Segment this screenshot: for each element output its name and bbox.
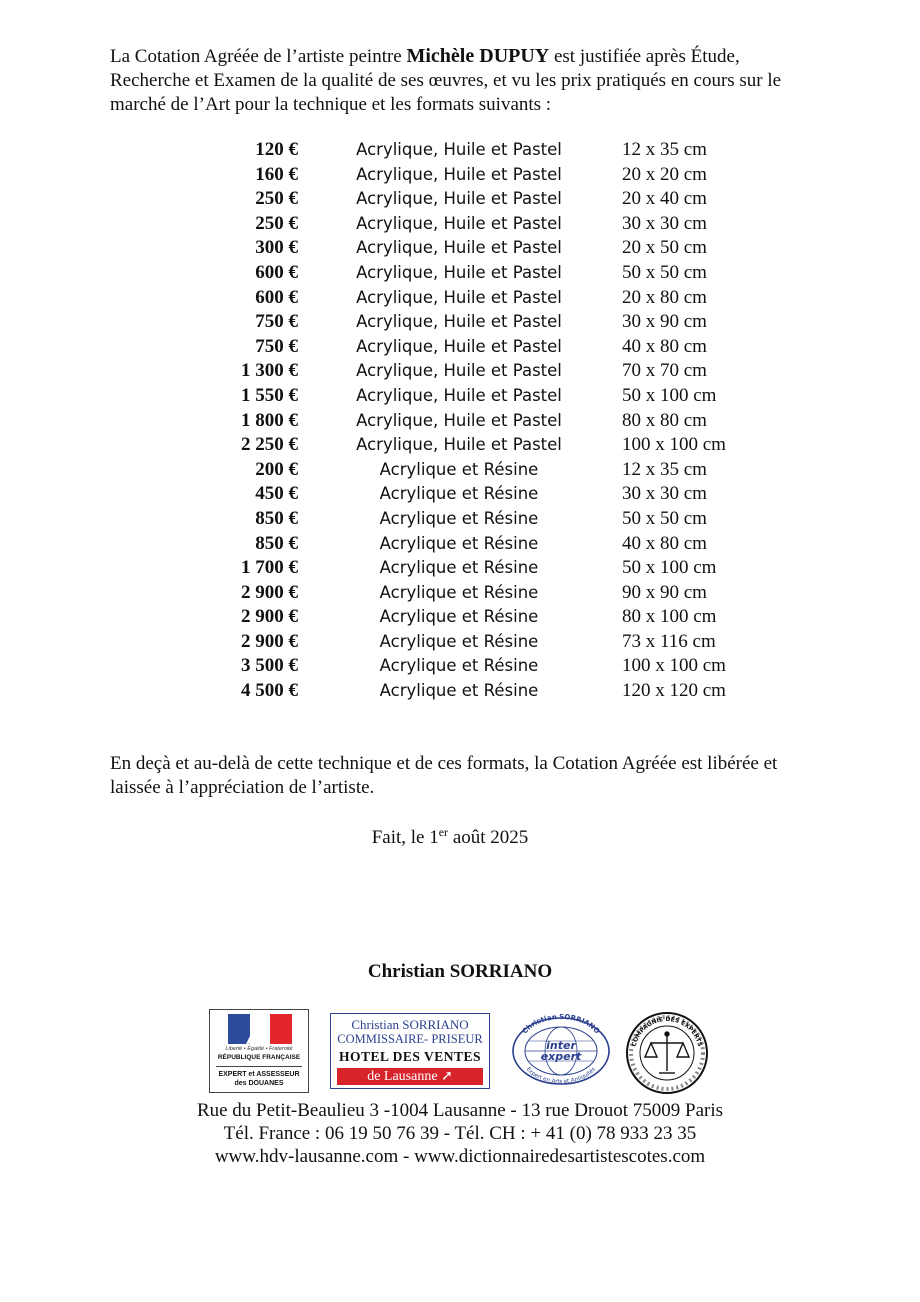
price-value: 160 € <box>255 163 298 185</box>
price-value: 120 € <box>255 139 298 160</box>
price-row <box>200 433 760 458</box>
republique-francaise-logo <box>209 1009 309 1093</box>
price-row <box>200 482 760 507</box>
price-value: 2 900 € <box>241 630 298 652</box>
size-label: 12 x 35 cm <box>622 458 707 480</box>
price-row <box>200 236 760 261</box>
technique-label: Acrylique, Huile et Pastel <box>356 410 562 430</box>
price-value: 250 € <box>255 212 298 234</box>
technique-label: Acrylique, Huile et Pastel <box>356 287 562 307</box>
price-value: 2 900 € <box>241 606 298 628</box>
technique-label: Acrylique et Résine <box>379 631 539 651</box>
hdv-title: COMMISSAIRE- PRISEUR <box>337 1032 483 1046</box>
price-row <box>200 310 760 335</box>
price-row <box>200 409 760 434</box>
date-line <box>0 820 900 850</box>
price-value: 300 € <box>255 237 298 259</box>
size-label: 20 x 40 cm <box>622 188 707 210</box>
price-list <box>200 138 760 704</box>
inter-mid1: inter <box>546 1039 576 1052</box>
price-row <box>200 335 760 360</box>
rf-name: RÉPUBLIQUE FRANÇAISE <box>217 1054 301 1061</box>
price-value: 4 500 € <box>241 680 298 702</box>
hotel-des-ventes-logo <box>330 1013 490 1089</box>
address-line: Rue du Petit-Beaulieu 3 -1004 Lausanne - 13 rue Drouot 75009 Paris <box>196 1100 724 1121</box>
price-row <box>200 605 760 630</box>
date-superscript: er <box>438 825 449 839</box>
technique-label: Acrylique, Huile et Pastel <box>356 385 562 405</box>
artist-name: Michèle DUPUY <box>406 45 550 67</box>
size-label: 30 x 30 cm <box>622 212 707 234</box>
size-label: 20 x 80 cm <box>622 286 707 308</box>
size-label: 70 x 70 cm <box>622 360 707 382</box>
marianne-flag-icon <box>220 1014 300 1044</box>
date-prefix: Fait, le 1 <box>371 827 439 848</box>
price-value: 600 € <box>255 261 298 283</box>
inter-bottom-text: Expert en Arts et Antiquités <box>524 1066 598 1086</box>
technique-label: Acrylique et Résine <box>379 656 539 676</box>
price-value: 750 € <box>255 311 298 333</box>
inter-mid2: expert <box>540 1050 582 1063</box>
rf-expert-text <box>210 1070 308 1088</box>
hdv-name: Christian SORRIANO <box>351 1017 469 1032</box>
technique-label: Acrylique, Huile et Pastel <box>356 435 562 455</box>
price-value: 200 € <box>255 458 298 480</box>
signer-name: Christian SORRIANO <box>367 961 553 982</box>
size-label: 20 x 50 cm <box>622 237 707 259</box>
size-label: 50 x 50 cm <box>622 261 707 283</box>
size-label: 73 x 116 cm <box>622 630 716 652</box>
price-row <box>200 212 760 237</box>
price-value: 750 € <box>255 335 298 357</box>
size-label: 40 x 80 cm <box>622 335 707 357</box>
technique-label: Acrylique et Résine <box>379 508 539 528</box>
size-label: 80 x 80 cm <box>622 409 707 431</box>
inter-top-text: Christian SORRIANO <box>520 1013 602 1036</box>
price-value: 850 € <box>255 507 298 529</box>
date-suffix: août 2025 <box>448 827 529 848</box>
price-row <box>200 163 760 188</box>
size-label: 12 x 35 cm <box>622 139 707 160</box>
rf-motto: Liberté • Égalité • Fraternité <box>225 1046 293 1052</box>
size-label: 100 x 100 cm <box>622 434 726 456</box>
website-line: www.hdv-lausanne.com - www.dictionnairedesartistescotes.com <box>214 1146 706 1167</box>
lausanne-arrow-icon: ➚ <box>441 1069 453 1084</box>
hdv-lausanne <box>337 1068 483 1085</box>
price-row <box>200 187 760 212</box>
price-row <box>200 458 760 483</box>
technique-label: Acrylique et Résine <box>379 607 539 627</box>
price-row <box>200 581 760 606</box>
price-row <box>200 384 760 409</box>
technique-label: Acrylique et Résine <box>379 681 539 701</box>
size-label: 50 x 100 cm <box>622 557 717 579</box>
size-label: 30 x 30 cm <box>622 483 707 505</box>
hdv-lausanne-text: de Lausanne <box>367 1069 438 1084</box>
size-label: 90 x 90 cm <box>622 581 707 603</box>
price-value: 450 € <box>255 483 298 505</box>
technique-label: Acrylique, Huile et Pastel <box>356 140 562 159</box>
rf-expert-line: EXPERT et ASSESSEUR <box>218 1071 300 1078</box>
technique-label: Acrylique et Résine <box>379 484 539 504</box>
size-label: 20 x 20 cm <box>622 163 707 185</box>
price-value: 1 300 € <box>241 360 298 382</box>
size-label: 100 x 100 cm <box>622 655 726 677</box>
size-label: 30 x 90 cm <box>622 311 707 333</box>
technique-label: Acrylique, Huile et Pastel <box>356 336 562 356</box>
price-row <box>200 138 760 163</box>
intro-before: La Cotation Agréée de l’artiste peintre <box>110 46 407 67</box>
size-label: 40 x 80 cm <box>622 532 707 554</box>
technique-label: Acrylique, Huile et Pastel <box>356 164 562 184</box>
technique-label: Acrylique, Huile et Pastel <box>356 189 562 209</box>
outro-paragraph: En deçà et au-delà de cette technique et de ces formats, la Cotation Agréée est libérée et laissée à l’appréciation de l’artiste. <box>110 753 778 798</box>
price-row <box>200 556 760 581</box>
inter-expert-logo <box>509 1013 613 1087</box>
price-row <box>200 630 760 655</box>
technique-label: Acrylique et Résine <box>379 533 539 553</box>
technique-label: Acrylique et Résine <box>379 582 539 602</box>
price-row <box>200 261 760 286</box>
price-value: 1 800 € <box>241 409 298 431</box>
price-row <box>200 507 760 532</box>
size-label: 80 x 100 cm <box>622 606 717 628</box>
intro-paragraph <box>110 44 815 117</box>
size-label: 50 x 50 cm <box>622 507 707 529</box>
address-block <box>0 1099 920 1168</box>
intro-after: est justifiée après Étude, Recherche et Examen de la qualité de ses œuvres, et vu les prix pratiqués en cours sur le marché de l’Art pour la technique et les formats suivants : <box>110 46 782 115</box>
price-row <box>200 679 760 704</box>
size-label: 120 x 120 cm <box>622 680 726 702</box>
technique-label: Acrylique, Huile et Pastel <box>356 262 562 282</box>
size-label: 50 x 100 cm <box>622 384 717 406</box>
price-value: 250 € <box>255 188 298 210</box>
price-value: 3 500 € <box>241 655 298 677</box>
phone-line: Tél. France : 06 19 50 76 39 - Tél. CH : + 41 (0) 78 933 23 35 <box>223 1123 697 1144</box>
price-value: 1 550 € <box>241 384 298 406</box>
technique-label: Acrylique, Huile et Pastel <box>356 238 562 258</box>
price-value: 850 € <box>255 532 298 554</box>
technique-label: Acrylique, Huile et Pastel <box>356 213 562 233</box>
technique-label: Acrylique, Huile et Pastel <box>356 361 562 381</box>
technique-label: Acrylique, Huile et Pastel <box>356 312 562 332</box>
hdv-hotel: HOTEL DES VENTES <box>338 1049 482 1064</box>
technique-label: Acrylique et Résine <box>379 558 539 578</box>
price-row <box>200 532 760 557</box>
rf-douanes-line: des DOUANES <box>234 1080 284 1087</box>
seal-text: COMPAGNIE DES EXPERTS <box>630 1015 704 1048</box>
price-value: 2 900 € <box>241 581 298 603</box>
price-row <box>200 286 760 311</box>
rf-divider <box>216 1066 302 1067</box>
price-value: 2 250 € <box>241 434 298 456</box>
compagnie-experts-seal <box>625 1011 709 1095</box>
price-row <box>200 359 760 384</box>
price-row <box>200 654 760 679</box>
technique-label: Acrylique et Résine <box>379 459 539 479</box>
price-value: 600 € <box>255 286 298 308</box>
price-value: 1 700 € <box>241 557 298 579</box>
